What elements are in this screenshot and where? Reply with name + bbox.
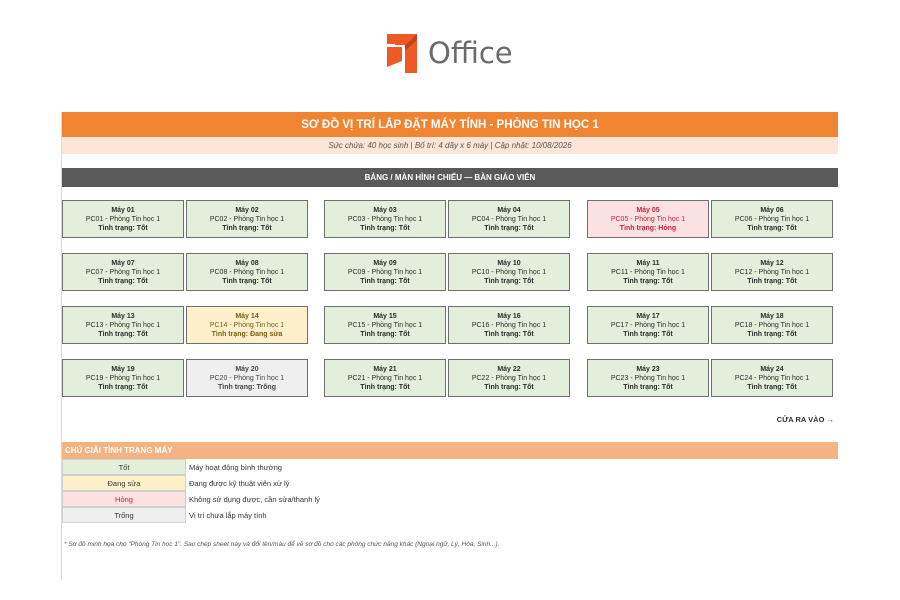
machine-name: Máy 19: [111, 365, 135, 373]
machine-status: Tình trạng: Tốt: [98, 224, 148, 232]
sheet-title: SƠ ĐỒ VỊ TRÍ LẮP ĐẶT MÁY TÍNH - PHÒNG TIN HỌC 1: [62, 112, 838, 137]
machine-cell[interactable]: [448, 253, 570, 291]
machine-cell[interactable]: [587, 306, 709, 344]
machine-status: Tình trạng: Tốt: [747, 330, 797, 338]
machine-status: Tình trạng: Tốt: [98, 383, 148, 391]
machine-cell[interactable]: [587, 253, 709, 291]
machine-status: Tình trạng: Tốt: [623, 383, 673, 391]
machine-name: Máy 14: [235, 312, 259, 320]
machine-cell[interactable]: [324, 253, 446, 291]
machine-code: PC23 - Phòng Tin học 1: [610, 374, 686, 382]
machine-cell[interactable]: [448, 200, 570, 238]
sheet-subtitle: Sức chứa: 40 học sinh | Bố trí: 4 dãy x 6 máy | Cập nhật: 10/08/2026: [62, 137, 838, 154]
machine-name: Máy 16: [497, 312, 521, 320]
legend-description: Không sử dụng được, cần sửa/thanh lý: [189, 494, 320, 504]
machine-code: PC21 - Phòng Tin học 1: [347, 374, 423, 382]
legend-description: Vị trí chưa lắp máy tính: [189, 510, 267, 520]
machine-status: Tình trạng: Đang sửa: [211, 330, 283, 338]
machine-name: Máy 04: [497, 206, 521, 214]
machine-status: Tình trạng: Tốt: [222, 224, 272, 232]
machine-cell[interactable]: [448, 306, 570, 344]
machine-status: Tình trạng: Tốt: [747, 224, 797, 232]
legend-key: Tốt: [62, 459, 186, 475]
machine-cell[interactable]: [711, 359, 833, 397]
machine-status: Tình trạng: Tốt: [360, 330, 410, 338]
machine-code: PC01 - Phòng Tin học 1: [85, 215, 161, 223]
machine-status: Tình trạng: Tốt: [484, 383, 534, 391]
machine-cell[interactable]: [448, 359, 570, 397]
machine-status: Tình trạng: Tốt: [484, 330, 534, 338]
machine-code: PC17 - Phòng Tin học 1: [610, 321, 686, 329]
machine-name: Máy 03: [373, 206, 397, 214]
machine-cell[interactable]: [711, 253, 833, 291]
machine-code: PC20 - Phòng Tin học 1: [209, 374, 285, 382]
machine-code: PC19 - Phòng Tin học 1: [85, 374, 161, 382]
machine-cell[interactable]: [587, 359, 709, 397]
machine-cell[interactable]: [324, 359, 446, 397]
machine-name: Máy 07: [111, 259, 135, 267]
machine-code: PC09 - Phòng Tin học 1: [347, 268, 423, 276]
machine-cell[interactable]: [324, 200, 446, 238]
machine-code: PC04 - Phòng Tin học 1: [471, 215, 547, 223]
machine-code: PC22 - Phòng Tin học 1: [471, 374, 547, 382]
machine-code: PC05 - Phòng Tin học 1: [610, 215, 686, 223]
logo-text: Office: [428, 36, 513, 70]
machine-name: Máy 02: [235, 206, 259, 214]
exit-door-label: CỬA RA VÀO →: [776, 415, 834, 424]
machine-name: Máy 22: [497, 365, 521, 373]
machine-name: Máy 20: [235, 365, 259, 373]
machine-status: Tình trạng: Tốt: [360, 224, 410, 232]
legend-key: Trống: [62, 507, 186, 523]
office-logo: [383, 30, 513, 76]
legend-row: [62, 459, 838, 475]
machine-status: Tình trạng: Tốt: [360, 277, 410, 285]
machine-status: Tình trạng: Tốt: [98, 277, 148, 285]
legend-title: CHÚ GIẢI TÌNH TRẠNG MÁY: [62, 442, 838, 459]
machine-name: Máy 06: [760, 206, 784, 214]
legend-description: Máy hoạt động bình thường: [189, 462, 282, 472]
machine-status: Tình trạng: Tốt: [484, 224, 534, 232]
machine-cell[interactable]: [711, 306, 833, 344]
machine-name: Máy 05: [636, 206, 660, 214]
machine-status: Tình trạng: Tốt: [623, 330, 673, 338]
machine-cell[interactable]: [186, 359, 308, 397]
machine-status: Tình trạng: Tốt: [747, 383, 797, 391]
legend-row: [62, 491, 838, 507]
machine-cell[interactable]: [711, 200, 833, 238]
machine-cell[interactable]: [62, 359, 184, 397]
machine-status: Tình trạng: Trống: [218, 383, 276, 391]
machine-code: PC02 - Phòng Tin học 1: [209, 215, 285, 223]
office-logo-icon: [383, 31, 425, 75]
machine-code: PC14 - Phòng Tin học 1: [209, 321, 285, 329]
machine-code: PC16 - Phòng Tin học 1: [471, 321, 547, 329]
machine-code: PC18 - Phòng Tin học 1: [734, 321, 810, 329]
machine-code: PC11 - Phòng Tin học 1: [611, 268, 685, 276]
machine-status: Tình trạng: Tốt: [222, 277, 272, 285]
machine-cell[interactable]: [324, 306, 446, 344]
machine-code: PC06 - Phòng Tin học 1: [734, 215, 810, 223]
legend-row: [62, 475, 838, 491]
machine-status: Tình trạng: Tốt: [98, 330, 148, 338]
machine-cell[interactable]: [186, 200, 308, 238]
machine-code: PC12 - Phòng Tin học 1: [734, 268, 810, 276]
seating-sheet: [62, 112, 838, 582]
machine-status: Tình trạng: Tốt: [747, 277, 797, 285]
machine-name: Máy 10: [497, 259, 521, 267]
machine-cell[interactable]: [62, 306, 184, 344]
machine-cell[interactable]: [186, 253, 308, 291]
machine-cell[interactable]: [62, 200, 184, 238]
machine-status: Tình trạng: Hỏng: [619, 224, 677, 232]
machine-name: Máy 09: [373, 259, 397, 267]
board-teacher-desk: BẢNG / MÀN HÌNH CHIẾU — BÀN GIÁO VIÊN: [62, 168, 838, 187]
machine-name: Máy 13: [111, 312, 135, 320]
machine-code: PC15 - Phòng Tin học 1: [347, 321, 423, 329]
machine-name: Máy 17: [636, 312, 660, 320]
machine-name: Máy 15: [373, 312, 397, 320]
machine-code: PC13 - Phòng Tin học 1: [85, 321, 161, 329]
machine-code: PC10 - Phòng Tin học 1: [471, 268, 547, 276]
machine-status: Tình trạng: Tốt: [623, 277, 673, 285]
machine-code: PC08 - Phòng Tin học 1: [209, 268, 285, 276]
machine-cell[interactable]: [62, 253, 184, 291]
machine-code: PC03 - Phòng Tin học 1: [347, 215, 423, 223]
machine-code: PC24 - Phòng Tin học 1: [734, 374, 810, 382]
legend-key: Đang sửa: [62, 475, 186, 491]
machine-status: Tình trạng: Tốt: [484, 277, 534, 285]
machine-cell[interactable]: [186, 306, 308, 344]
machine-name: Máy 21: [373, 365, 397, 373]
legend-key: Hỏng: [62, 491, 186, 507]
machine-name: Máy 12: [760, 259, 784, 267]
machine-cell[interactable]: [587, 200, 709, 238]
machine-name: Máy 23: [636, 365, 660, 373]
legend-row: [62, 507, 838, 523]
machine-code: PC07 - Phòng Tin học 1: [85, 268, 161, 276]
machine-name: Máy 08: [235, 259, 259, 267]
footnote: * Sơ đồ minh họa cho "Phòng Tin học 1". Sao chép sheet này và đổi tên/màu để vẽ sơ đồ cho các phòng chức năng khác (Ngoại ngữ, Lý, Hóa, Sinh...).: [64, 541, 500, 548]
legend-description: Đang được kỹ thuật viên xử lý: [189, 478, 290, 488]
machine-name: Máy 24: [760, 365, 784, 373]
machine-name: Máy 11: [636, 259, 660, 267]
machine-name: Máy 18: [760, 312, 784, 320]
machine-status: Tình trạng: Tốt: [360, 383, 410, 391]
machine-name: Máy 01: [111, 206, 135, 214]
